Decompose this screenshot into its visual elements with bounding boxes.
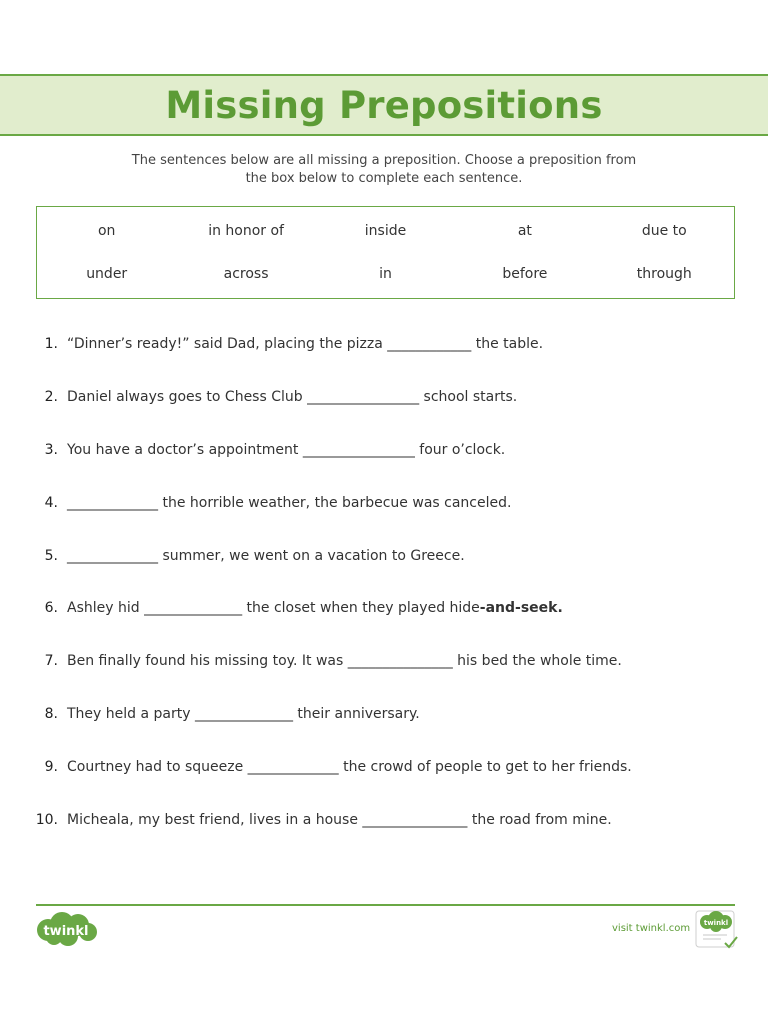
badge-text: twinkl	[703, 919, 729, 927]
question-text-before: They held a party	[67, 705, 195, 722]
question-text-after: the closet when they played hide	[242, 600, 480, 617]
question-text-after: their anniversary.	[292, 705, 420, 722]
question-text-after: the crowd of people to get to her friends.	[338, 758, 632, 775]
question-item	[30, 635, 730, 688]
word-bank-box	[36, 206, 735, 299]
question-number: 9.	[44, 758, 58, 775]
question-text-before: Ashley hid	[67, 600, 145, 617]
answer-blank[interactable]: ________________	[307, 389, 420, 406]
word-bank-item: at	[517, 223, 532, 240]
question-text	[67, 706, 420, 722]
question-text-before: “Dinner’s ready!” said Dad, placing the pizza	[67, 336, 388, 353]
question-number: 3.	[44, 441, 58, 458]
question-text-after: the road from mine.	[467, 811, 612, 828]
question-text	[67, 389, 517, 405]
question-text-before: Ben finally found his missing toy. It was	[67, 653, 348, 670]
question-text	[67, 653, 622, 669]
answer-blank[interactable]: ______________	[144, 600, 243, 617]
question-item	[30, 476, 730, 529]
word-bank-item: through	[636, 265, 692, 282]
question-text	[67, 442, 505, 458]
question-number: 6.	[44, 600, 58, 617]
twinkl-badge-icon	[695, 910, 739, 950]
answer-blank[interactable]: _______________	[347, 653, 453, 670]
question-text	[67, 759, 632, 775]
question-item	[30, 793, 730, 846]
question-text-before: Courtney had to squeeze	[67, 758, 248, 775]
question-text-after: four o’clock.	[414, 441, 506, 458]
title-band	[0, 74, 768, 136]
question-text-before: Daniel always goes to Chess Club	[67, 389, 308, 406]
answer-blank[interactable]: ____________	[387, 336, 472, 353]
question-text	[67, 812, 612, 828]
answer-blank[interactable]: ______________	[194, 705, 293, 722]
question-item	[30, 424, 730, 477]
footer-divider	[36, 904, 735, 906]
answer-blank[interactable]: _____________	[67, 494, 158, 511]
word-bank-item: before	[502, 265, 548, 282]
question-item	[30, 318, 730, 371]
question-item	[30, 529, 730, 582]
question-text-bold: -and-seek.	[479, 600, 563, 617]
question-text-after: the horrible weather, the barbecue was canceled.	[158, 494, 512, 511]
word-bank-item: under	[86, 265, 128, 282]
question-text-after: summer, we went on a vacation to Greece.	[158, 547, 465, 564]
visit-link[interactable]: visit twinkl.com	[612, 923, 691, 934]
question-number: 8.	[44, 705, 58, 722]
question-text-after: school starts.	[419, 389, 518, 406]
question-number: 7.	[44, 653, 58, 670]
question-text	[67, 495, 511, 511]
logo-text: twinkl	[43, 924, 89, 939]
question-text-before: Micheala, my best friend, lives in a house	[67, 811, 363, 828]
question-text	[67, 336, 543, 352]
question-list	[30, 318, 730, 846]
question-number: 10.	[35, 811, 58, 828]
instructions-line-1: The sentences below are all missing a preposition. Choose a preposition from	[131, 153, 637, 168]
question-item	[30, 371, 730, 424]
instructions-line-2: the box below to complete each sentence.	[245, 171, 523, 186]
question-text-before: You have a doctor’s appointment	[67, 441, 303, 458]
question-number: 2.	[44, 389, 58, 406]
question-number: 1.	[44, 336, 58, 353]
question-text	[67, 600, 563, 616]
answer-blank[interactable]: ________________	[302, 441, 415, 458]
word-bank-item: inside	[364, 223, 407, 240]
answer-blank[interactable]: _______________	[362, 811, 468, 828]
twinkl-logo[interactable]	[34, 910, 98, 948]
word-bank-item: across	[223, 265, 269, 282]
word-bank-item: on	[97, 223, 116, 240]
page-title: Missing Prepositions	[165, 83, 603, 127]
answer-blank[interactable]: _____________	[67, 547, 158, 564]
question-item	[30, 740, 730, 793]
question-text-after: his bed the whole time.	[452, 653, 622, 670]
word-bank-item: due to	[641, 223, 687, 240]
question-item	[30, 582, 730, 635]
question-item	[30, 688, 730, 741]
answer-blank[interactable]: _____________	[247, 758, 339, 775]
word-bank-item: in	[379, 265, 392, 282]
instructions	[84, 152, 684, 188]
word-bank-item: in honor of	[208, 223, 284, 240]
question-number: 4.	[44, 494, 58, 511]
question-text	[67, 548, 465, 564]
question-number: 5.	[44, 547, 58, 564]
question-text-after: the table.	[471, 336, 544, 353]
